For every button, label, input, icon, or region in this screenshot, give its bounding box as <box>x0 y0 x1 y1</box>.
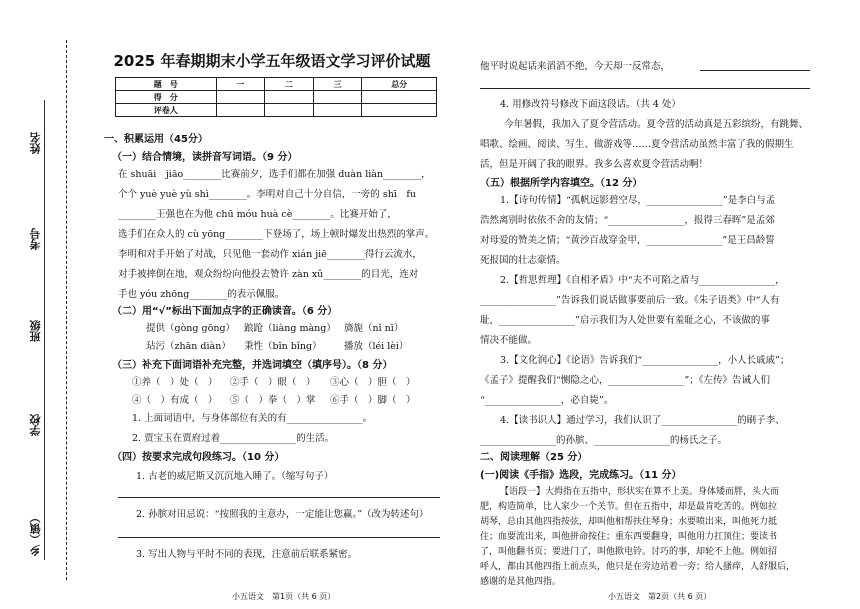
q1-line: 在 shuāi jiāo________比赛前夕，选手们都在加强 duàn liàn________， <box>118 169 431 180</box>
q2-item: 秉性（bǐn bǐng） <box>244 341 322 352</box>
page-footer-right: 小五语文 第2页（共 6 页） <box>608 592 712 601</box>
q2-item: 旖旎（nǐ nī） <box>344 323 404 334</box>
q4-sub: 2. 孙膑对田忌说：“按照我的主意办，一定能让您赢。”（改为转述句） <box>136 509 429 520</box>
q5-1-text: 对母爱的赞美之情；“黄沙百战穿金甲，________________”是王昌龄誓 <box>480 235 775 246</box>
q4-heading: （四）按要求完成句段练习。（10 分） <box>112 452 285 463</box>
binding-class-label: 班级 <box>29 320 42 342</box>
score-header-cell: 总分 <box>362 78 437 91</box>
binding-exam-no-label: 考号 <box>29 228 42 250</box>
reading1-text: 感谢的是其他四指。 <box>480 577 562 587</box>
q3-heading: （三）补充下面词语补充完整，并选词填空（填序号）。（8 分） <box>112 360 393 371</box>
page-title: 2025 年春期期末小学五年级语文学习评价试题 <box>113 52 431 70</box>
reading1-text: 了，叫他翻书页；要进门了，叫他揿电铃。讨巧的事，却轮不上他。例如招 <box>480 547 778 557</box>
q5-1-text: 死报国的壮志豪情。 <box>480 255 566 266</box>
reading1-text: 呼人，都由其他四指上前点头，他只是在旁边站着一旁；给人搔痒，人舒服后， <box>480 562 796 572</box>
score-header-cell: 三 <box>313 78 362 91</box>
q3-item: ⑥手（ ）脚（ ） <box>330 395 416 406</box>
q5-2-text: 耻，________________”启示我们为人处世要有羞耻之心，不该做的事 <box>480 315 770 326</box>
answer-line[interactable] <box>480 88 810 89</box>
top-line-text: 他平时说起话来滔滔不绝，今天却一反常态， <box>480 61 671 72</box>
reading1-heading: (一)阅读《手指》选段，完成练习。（11 分） <box>480 470 682 481</box>
q5-3-text: 3.【文化润心】《论语》告诉我们“________________，小人长戚戚”； <box>500 355 790 366</box>
reading1-text: 肥，构造简单，比人家少一个关节。但在五指中，却是最肯吃苦的。例如拉 <box>480 502 778 512</box>
q2-heading: （二）用“√”标出下面加点字的正确读音。（6 分） <box>112 306 338 317</box>
q4-sub: 3. 写出人物与平时不同的表现，注意前后联系紧密。 <box>136 549 358 560</box>
q4-4-heading: 4. 用修改符号修改下面这段话。（共 4 处） <box>500 99 681 110</box>
fold-line <box>66 40 67 580</box>
score-row-label: 得 分 <box>116 91 217 104</box>
score-cell[interactable] <box>313 104 362 117</box>
q3-item: ③心（ ）胆（ ） <box>330 377 416 388</box>
q3-item: ⑤（ ）拳（ ）掌 <box>230 395 316 406</box>
score-cell[interactable] <box>362 91 437 104</box>
binding-name-label: 姓名 <box>29 132 42 154</box>
q3-sub: 2. 贾宝玉在贾府过着________________的生活。 <box>132 433 335 444</box>
q3-item: ④（ ）有成（ ） <box>132 395 218 406</box>
q1-line: 个个 yuè yuè yù shì________。李明对自己十分自信，一旁的 shī fu <box>118 189 416 200</box>
q5-heading: （五）根据所学内容填空。（12 分） <box>480 178 643 189</box>
score-table <box>115 77 437 117</box>
score-row-label: 评卷人 <box>116 104 217 117</box>
q2-item: 踉跄（liàng màng） <box>244 323 336 334</box>
binding-line <box>44 100 45 560</box>
score-header-cell: 二 <box>265 78 314 91</box>
q3-item: ①养（ ）处（ ） <box>132 377 218 388</box>
q5-2-text: 2.【哲思哲理】《自相矛盾》中“夫不可陷之盾与________________， <box>500 275 785 286</box>
q5-3-text: 《孟子》提醒我们“恻隐之心，________________”；《左传》告诫人们 <box>480 375 770 386</box>
q2-item: 提供（gòng gōng） <box>146 323 236 334</box>
q5-1-text: 浩然离别时依依不舍的友情；“________________，报得三春晖”是孟郊 <box>480 215 775 226</box>
score-header-cell: 一 <box>216 78 265 91</box>
answer-line[interactable] <box>118 537 440 538</box>
q2-item: 播放（léi lèi） <box>344 341 409 352</box>
q3-item: ②手（ ）眼（ ） <box>230 377 316 388</box>
score-cell[interactable] <box>362 104 437 117</box>
score-cell[interactable] <box>313 91 362 104</box>
page-footer-left: 小五语文 第1页（共 6 页） <box>232 592 336 601</box>
binding-school-label: 学校 <box>29 414 42 436</box>
q5-2-text: ________________”告诉我们说话做事要前后一致。《朱子语类》中“人有 <box>480 295 780 306</box>
q3-sub: 1. 上面词语中，与身体部位有关的有________________。 <box>132 413 373 424</box>
part2-heading: 二、阅读理解（25 分） <box>480 452 588 463</box>
q1-line: 选手们在众人的 cù yōng________下登场了，场上顿时爆发出热烈的掌声。 <box>118 229 435 240</box>
q4-sub: 1. 古老的威尼斯又沉沉地入睡了。（缩写句子） <box>136 471 334 482</box>
q2-item: 玷污（zhān diàn） <box>146 341 231 352</box>
score-cell[interactable] <box>216 91 265 104</box>
q4-4-text: 今年暑假，我加入了夏令营活动。夏令营的活动真是五彩缤纷，有跳舞、 <box>504 119 809 130</box>
q5-1-text: 1.【诗句传情】“孤帆远影碧空尽，________________”是李白与孟 <box>500 195 776 206</box>
q4-4-text: 活，但是开阔了我的眼界。我多么喜欢夏令营活动啊！ <box>480 159 709 170</box>
answer-line[interactable] <box>700 70 810 71</box>
score-cell[interactable] <box>265 104 314 117</box>
q1-line: ________王强也在为他 chū móu huà cè________。比赛开始了， <box>118 209 397 220</box>
q5-2-text: 情决不能做。 <box>480 335 538 346</box>
q1-heading: （一）结合情境，读拼音写词语。（9 分） <box>112 152 298 163</box>
score-cell[interactable] <box>216 104 265 117</box>
q5-4-text: ________________的孙膑、________________的杨氏之子。 <box>480 435 728 446</box>
q5-4-text: 4.【读书识人】通过学习，我们认识了________________的刷子李、 <box>500 415 785 426</box>
reading1-text: 【语段一】大拇指在五指中，形状实在算不上美。身体矮而胖，头大而 <box>500 487 780 497</box>
score-header-cell: 题 号 <box>116 78 217 91</box>
q5-3-text: “________________，必自毙”。 <box>480 395 614 406</box>
q1-line: 手也 yóu zhōng________的表示佩服。 <box>118 289 285 300</box>
answer-line[interactable] <box>118 497 440 498</box>
score-cell[interactable] <box>265 91 314 104</box>
reading1-text: 胡琴，总由其他四指按弦，却叫他相帮扶住琴身；水要喷出来，叫他死力抵 <box>480 517 778 527</box>
q1-line: 李明和对手开始了对战，只见他一套动作 xián jiē________得行云流水， <box>118 249 422 260</box>
q4-4-text: 唱歌、绘画、阅读、写生、做游戏等……夏令营活动虽然丰富了我的假期生 <box>480 139 794 150</box>
part1-heading: 一、积累运用（45分） <box>104 134 208 145</box>
q1-line: 对手被摔倒在地，观众纷纷向他投去赞许 zàn xǔ________的目光，连对 <box>118 269 419 280</box>
reading1-text: 住；血要流出来，叫他拼命按住；重东西要翻身，叫他用力扛顶住；要读书 <box>480 532 778 542</box>
binding-town-label: 乡（镇） <box>29 512 42 556</box>
